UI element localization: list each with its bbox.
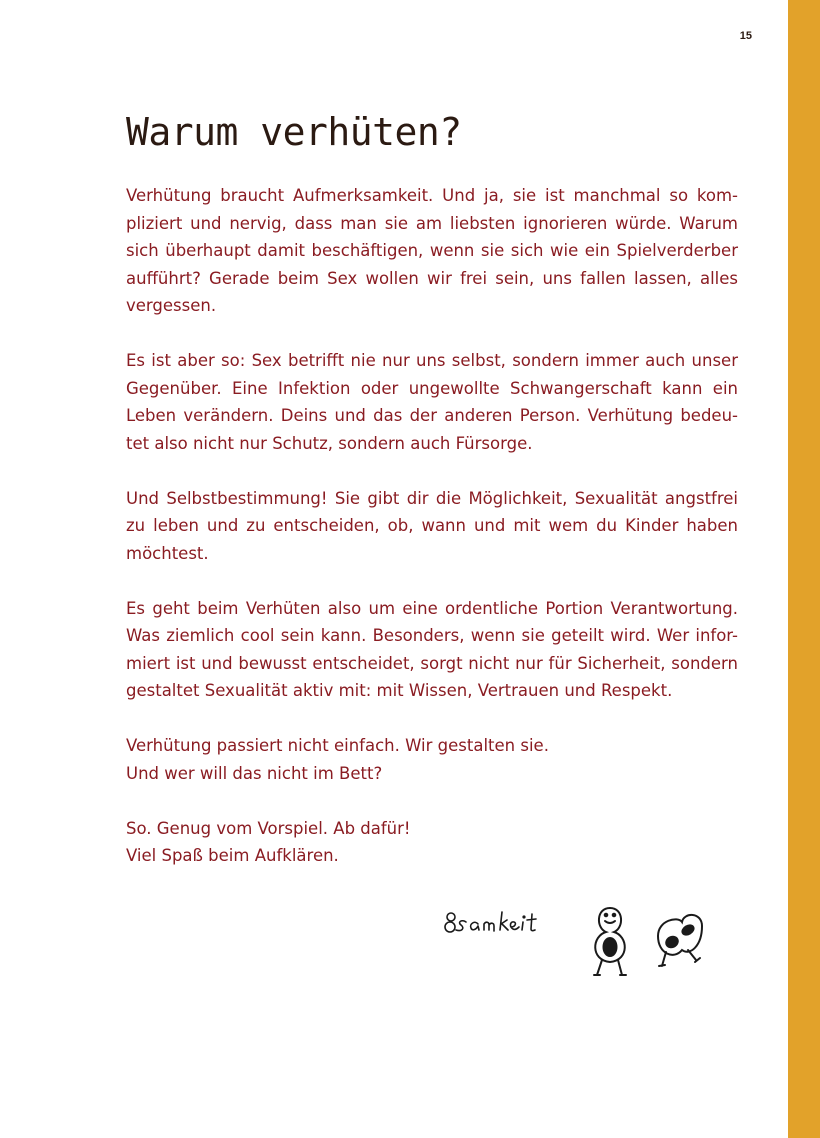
text-line: Verhütung passiert nicht einfach. Wir gestalten sie. — [126, 736, 549, 755]
text-line: Es ist aber so: Sex betrifft nie nur uns selbst, sondern immer auch unser — [126, 351, 738, 370]
text-line: Verhütung braucht Aufmerksamkeit. Und ja, sie ist manchmal so kom- — [126, 186, 738, 205]
text-line: So. Genug vom Vorspiel. Ab dafür! — [126, 818, 411, 838]
paragraph-6 — [126, 815, 738, 870]
paragraph-1 — [126, 182, 738, 320]
text-line: tet also nicht nur Schutz, sondern auch Fürsorge. — [126, 433, 533, 453]
signature-8samkeit — [445, 912, 536, 932]
peanut-figure-standing-icon — [594, 908, 626, 975]
signature-illustration — [440, 900, 720, 1000]
paragraph-4 — [126, 595, 738, 705]
paragraph-3 — [126, 485, 738, 568]
text-line: aufführt? Gerade beim Sex wollen wir frei sein, uns fallen lassen, alles — [126, 268, 738, 288]
body-text — [126, 182, 738, 897]
text-line: miert ist und bewusst entscheidet, sorgt nicht nur für Sicherheit, sondern — [126, 653, 738, 673]
side-accent-bar — [788, 0, 820, 1138]
text-line: Was ziemlich cool sein kann. Besonders, wenn sie geteilt wird. Wer infor- — [126, 626, 738, 645]
page-title: Warum verhüten? — [126, 110, 462, 154]
paragraph-2 — [126, 347, 738, 457]
text-line: Und wer will das nicht im Bett? — [126, 763, 383, 783]
text-line: vergessen. — [126, 296, 217, 315]
text-line: sich überhaupt damit beschäftigen, wenn sie sich wie ein Spielverderber — [126, 241, 738, 260]
page-number: 15 — [739, 30, 752, 42]
text-line: Es geht beim Verhüten also um eine ordentliche Portion Verantwortung. — [126, 598, 738, 618]
text-line: Und Selbstbestimmung! Sie gibt dir die Möglichkeit, Sexualität angstfrei — [126, 488, 738, 508]
text-line: gestaltet Sexualität aktiv mit: mit Wissen, Vertrauen und Respekt. — [126, 681, 673, 700]
paragraph-5 — [126, 732, 738, 787]
peanut-figure-walking-icon — [658, 915, 702, 966]
text-line: Gegenüber. Eine Infektion oder ungewollte Schwangerschaft kann ein — [126, 378, 738, 398]
text-line: zu leben und zu entscheiden, ob, wann und mit wem du Kinder haben — [126, 516, 738, 535]
text-line: pliziert und nervig, dass man sie am liebsten ignorieren würde. Warum — [126, 213, 738, 233]
text-line: Leben verändern. Deins und das der anderen Person. Verhütung bedeu- — [126, 406, 738, 425]
text-line: möchtest. — [126, 543, 209, 563]
text-line: Viel Spaß beim Aufklären. — [126, 846, 339, 865]
